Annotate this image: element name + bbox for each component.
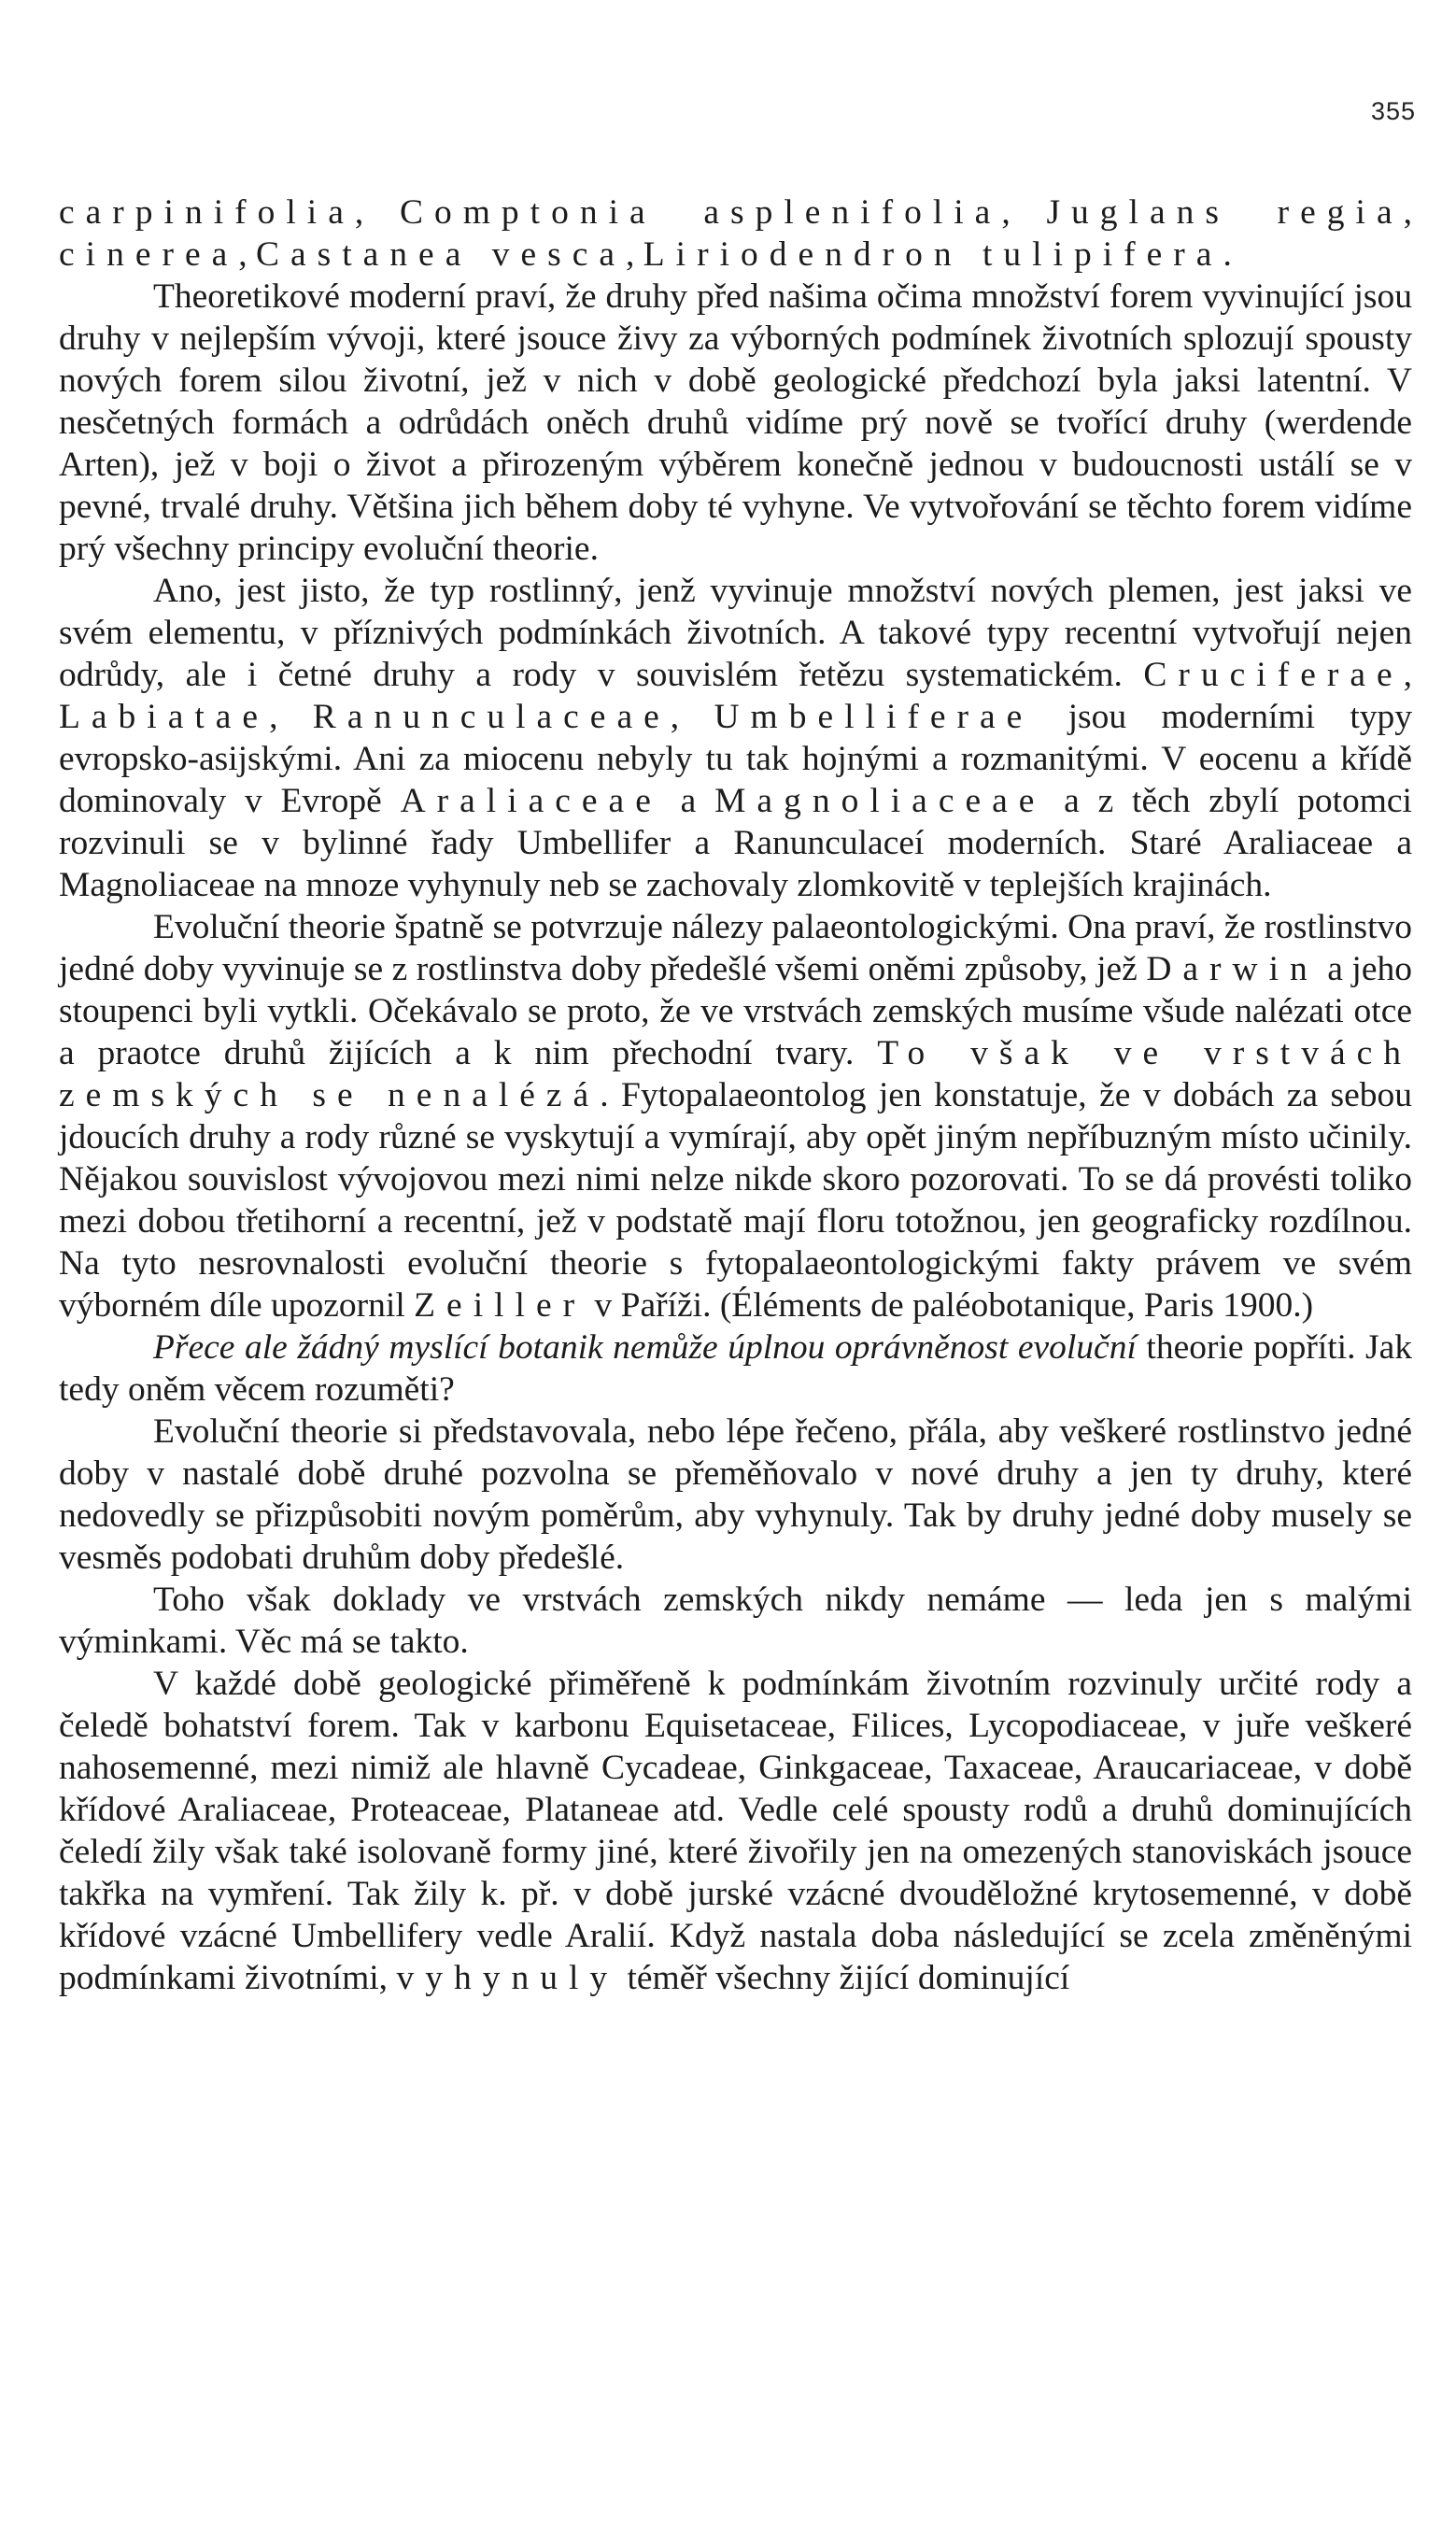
paragraph <box>59 1411 1412 1579</box>
spaced-term: carpinifolia <box>59 193 355 232</box>
paragraph <box>59 570 1412 906</box>
spaced-term: cinerea <box>59 235 239 274</box>
text-run: Ano, jest jisto, že typ rostlinný, jenž vyvinuje množství nových plemen, jest jaksi ve svém elementu, v příznivých podmínkách životních. A takové typy recentní vytvořují nejen odrůdy, ale i četné druhy a rody v souvislém řetězu systematickém. <box>59 572 1412 694</box>
spaced-term: Araliaceae <box>400 782 662 820</box>
text-run: Evoluční theorie špatně se potvrzuje nálezy palaeontologickými. Ona praví, že rostlinstvo jedné doby vyvinuje se z rostlinstva doby předešlé všemi oněmi způsoby, jež <box>59 908 1412 988</box>
text-run: . <box>1223 235 1232 274</box>
text-run: Toho však doklady ve vrstvách zemských nikdy nemáme — leda jen s malými výminkami. Věc má se takto. <box>59 1581 1412 1661</box>
text-run: jsou moderními typy evropsko-asijskými. Ani za miocenu nebyly tu tak hojnými a rozmanitými. V eocenu a křídě dominovaly v Evropě <box>59 698 1413 820</box>
paragraph <box>59 1326 1412 1411</box>
text-run: , <box>626 235 643 274</box>
text-run: , <box>269 698 313 736</box>
spaced-term: To však ve vrstvách zemských se nenalézá <box>59 1034 1412 1114</box>
spaced-term: Comptonia asplenifolia <box>399 193 1002 232</box>
text-run: V každé době geologické přiměřeně k podmínkám životním rozvinuly určité rody a čeledě bohatství forem. Tak v karbonu Equisetaceae, Filices, Lycopodiaceae, v juře veškeré nahosemenné, mezi nimiž ale hlavně Cycadeae, Ginkgaceae, Taxaceae, Araucariaceae, v době křídové Araliaceae, Proteaceae, Plataneae atd. Vedle celé spousty rodů a druhů dominujících čeledí žily však také isolovaně formy jiné, které živořily jen na omezených stanoviskách jsouce takřka na vymření. Tak žily k. př. v době jurské vzácné dvouděložné krytosemenné, v době křídové vzácné Umbellifery vedle Aralií. Když nastala doba následující se zcela změněnými podmínkami životními, <box>59 1665 1412 1997</box>
text-run: . Fytopalaeontolog jen konstatuje, že v dobách za sebou jdoucích druhy a rody různé se vyskytují a vymírají, aby opět jiným nepříbuzným místo učinily. Nějakou souvislost vývojovou mezi nimi nelze nikde skoro pozorovati. To se dá provésti toliko mezi dobou třetihorní a recentní, jež v podstatě mají floru totožnou, jen geograficky rozdílnou. Na tyto nesrovnalosti evoluční theorie s fytopalaeontologickými fakty právem ve svém výborném díle upozornil <box>59 1076 1412 1325</box>
page-number: 355 <box>1370 97 1416 125</box>
spaced-term: Juglans regia <box>1046 193 1404 232</box>
spaced-term: vyhynuly <box>396 1959 619 1997</box>
paragraph <box>59 191 1412 276</box>
spaced-term: Ranunculaceae <box>312 698 671 736</box>
text-run: téměř všechny žijící dominující <box>618 1959 1070 1997</box>
paragraph <box>59 906 1412 1326</box>
spaced-term: Darwin <box>1146 950 1319 988</box>
text-run: theorie popříti. Jak tedy oněm věcem rozuměti? <box>59 1328 1412 1409</box>
text-run: , <box>1001 193 1047 232</box>
text-run: Theoretikové moderní praví, že druhy před našima očima množství forem vyvinující jsou druhy v nejlepším vývoji, které jsouce živy za výborných podmínek životních splozují spousty nových forem silou životní, jež v nich v době geologické předchozí byla jaksi latentní. V nesčetných formách a odrůdách oněch druhů vidíme prý nově se tvořící druhy (werdende Arten), jež v boji o život a přirozeným výběrem konečně jednou v budoucnosti ustálí se v pevné, trvalé druhy. Většina jich během doby té vyhyne. Ve vytvořování se těchto forem vidíme prý všechny principy evoluční theorie. <box>59 277 1412 568</box>
text-run: , <box>354 193 400 232</box>
text-run: , <box>238 235 256 274</box>
text-run: , <box>1403 193 1412 232</box>
spaced-term: Zeiller <box>414 1286 587 1325</box>
text-run: a z těch zbylí potomci rozvinuli se v bylinné řady Umbellifer a Ranunculaceí moderních. Staré Araliaceae a Magnoliaceae na mnoze vyhynuly neb se zachovaly zlomkovitě v teplejších krajinách. <box>59 782 1412 904</box>
italic-text: Přece ale žádný myslící botanik nemůže úplnou oprávněnost evoluční <box>153 1328 1137 1367</box>
spaced-term: Umbelliferae <box>714 698 1034 736</box>
text-run: Evoluční theorie si představovala, nebo lépe řečeno, přála, aby veškeré rostlinstvo jedné doby v nastalé době druhé pozvolna se přeměňovalo v nové druhy a jen ty druhy, které nedovedly se přizpůsobiti novým poměrům, aby vyhynuly. Tak by druhy jedné doby musely se vesměs podobati druhům doby předešlé. <box>59 1412 1412 1577</box>
text-run: a <box>661 782 715 820</box>
text-run: a jeho stoupenci byli vytkli. Očekávalo se proto, že ve vrstvách zemských musíme všude nalézati otce a praotce druhů žijících a k nim přechodní tvary. <box>59 950 1412 1072</box>
paragraph <box>59 1579 1412 1663</box>
paragraph <box>59 1663 1412 1999</box>
paragraph <box>59 276 1412 570</box>
spaced-term: Labiatae <box>59 698 270 736</box>
text-run: , <box>1403 656 1412 694</box>
spaced-term: Liriodendron tulipifera <box>643 235 1223 274</box>
spaced-term: Castanea vesca <box>255 235 626 274</box>
spaced-term: Cruciferae <box>1143 656 1404 694</box>
text-run: v Paříži. (Éléments de paléobotanique, Paris 1900.) <box>586 1286 1314 1325</box>
text-run: , <box>670 698 714 736</box>
body-text <box>59 191 1412 1999</box>
spaced-term: Magnoliaceae <box>714 782 1046 820</box>
